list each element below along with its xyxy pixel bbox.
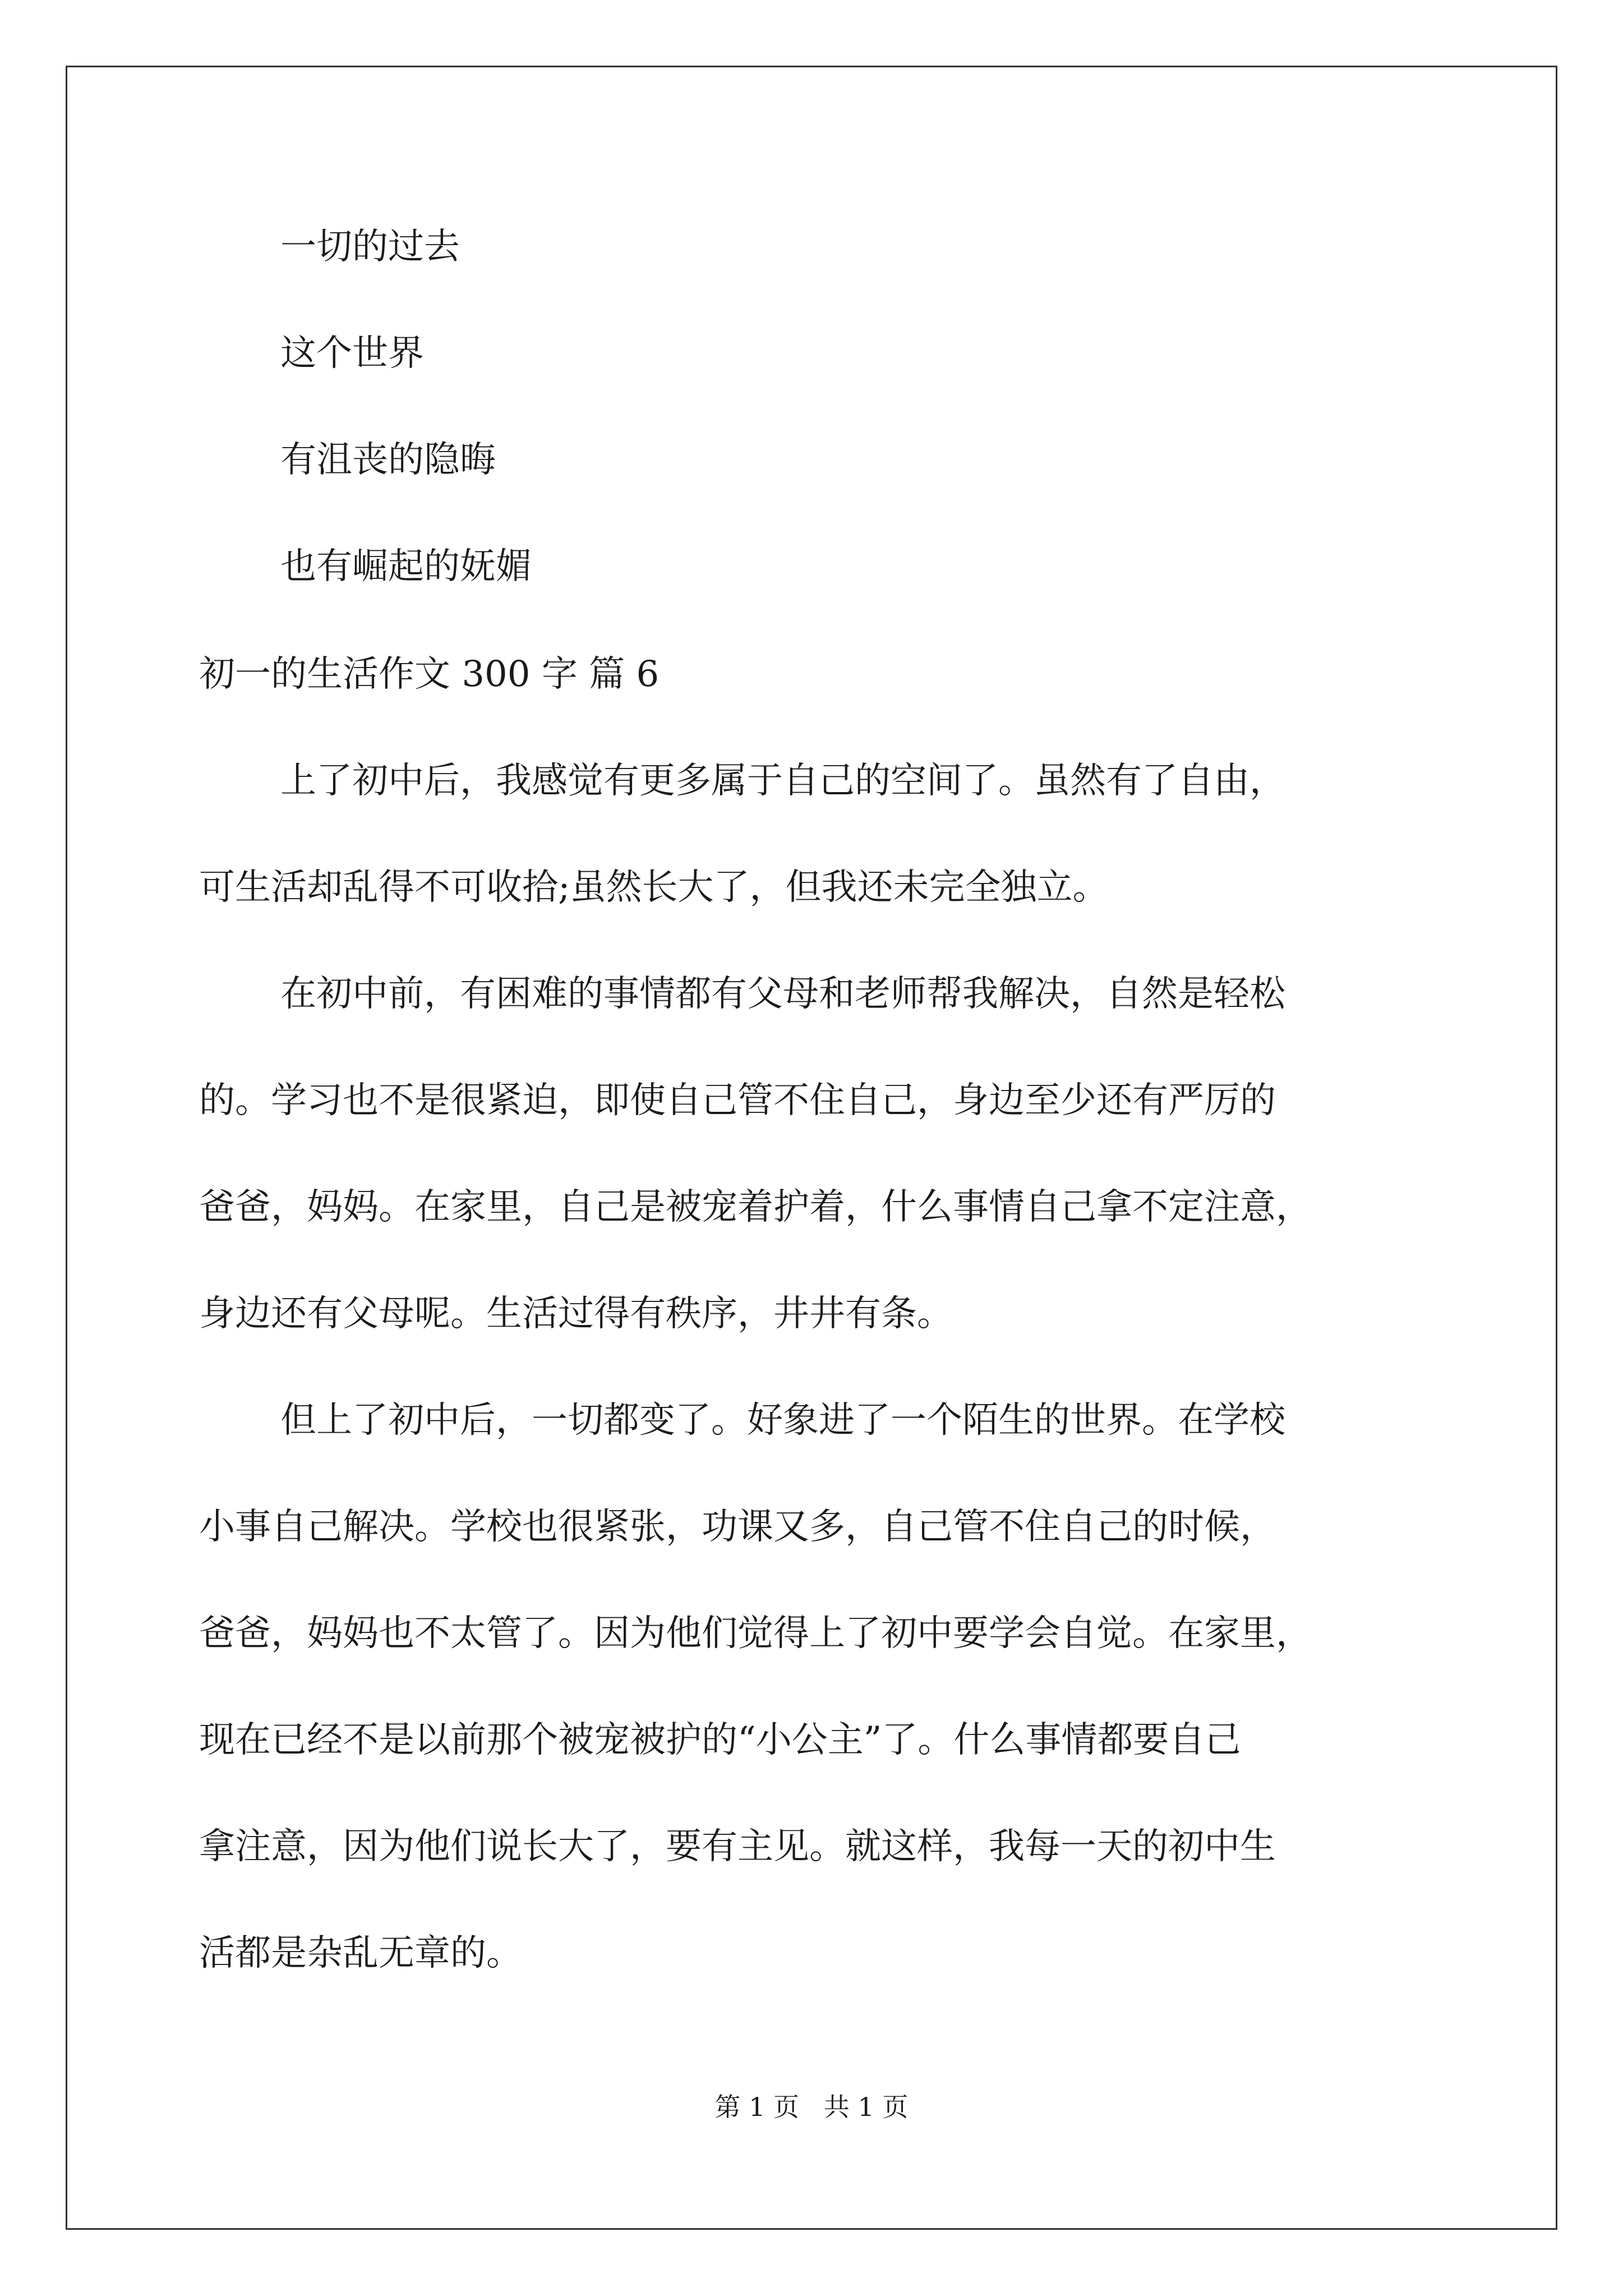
- paragraph-line: 现在已经不是以前那个被宠被护的“小公主”了。什么事情都要自己: [199, 1719, 1241, 1761]
- paragraph-line: 身边还有父母呢。生活过得有秩序，井井有条。: [199, 1293, 953, 1335]
- poem-line: 这个世界: [280, 333, 424, 374]
- paragraph-line: 小事自己解决。学校也很紧张，功课又多，自己管不住自己的时候，: [199, 1506, 1276, 1548]
- paragraph-line: 但上了初中后，一切都变了。好象进了一个陌生的世界。在学校: [280, 1400, 1285, 1441]
- paragraph-line: 拿注意，因为他们说长大了，要有主见。就这样，我每一天的初中生: [199, 1826, 1276, 1867]
- paragraph-line: 上了初中后，我感觉有更多属于自己的空间了。虽然有了自由，: [280, 760, 1285, 802]
- paragraph-line: 在初中前，有困难的事情都有父母和老师帮我解决，自然是轻松: [280, 973, 1285, 1015]
- paragraph-line: 可生活却乱得不可收拾;虽然长大了，但我还未完全独立。: [199, 867, 1109, 908]
- section-heading: 初一的生活作文 300 字 篇 6: [199, 654, 660, 695]
- paragraph-line: 活都是杂乱无章的。: [199, 1932, 522, 1974]
- poem-line: 一切的过去: [280, 226, 460, 268]
- paragraph-line: 爸爸，妈妈。在家里，自己是被宠着护着，什么事情自己拿不定注意，: [199, 1186, 1312, 1228]
- paragraph-line: 爸爸，妈妈也不太管了。因为他们觉得上了初中要学会自觉。在家里，: [199, 1613, 1312, 1654]
- page-frame: [66, 66, 1557, 2230]
- poem-line: 也有崛起的妩媚: [280, 546, 532, 587]
- poem-line: 有沮丧的隐晦: [280, 439, 496, 481]
- paragraph-line: 的。学习也不是很紧迫，即使自己管不住自己，身边至少还有严厉的: [199, 1080, 1276, 1121]
- page-number-footer: 第 1 页 共 1 页: [714, 2092, 909, 2122]
